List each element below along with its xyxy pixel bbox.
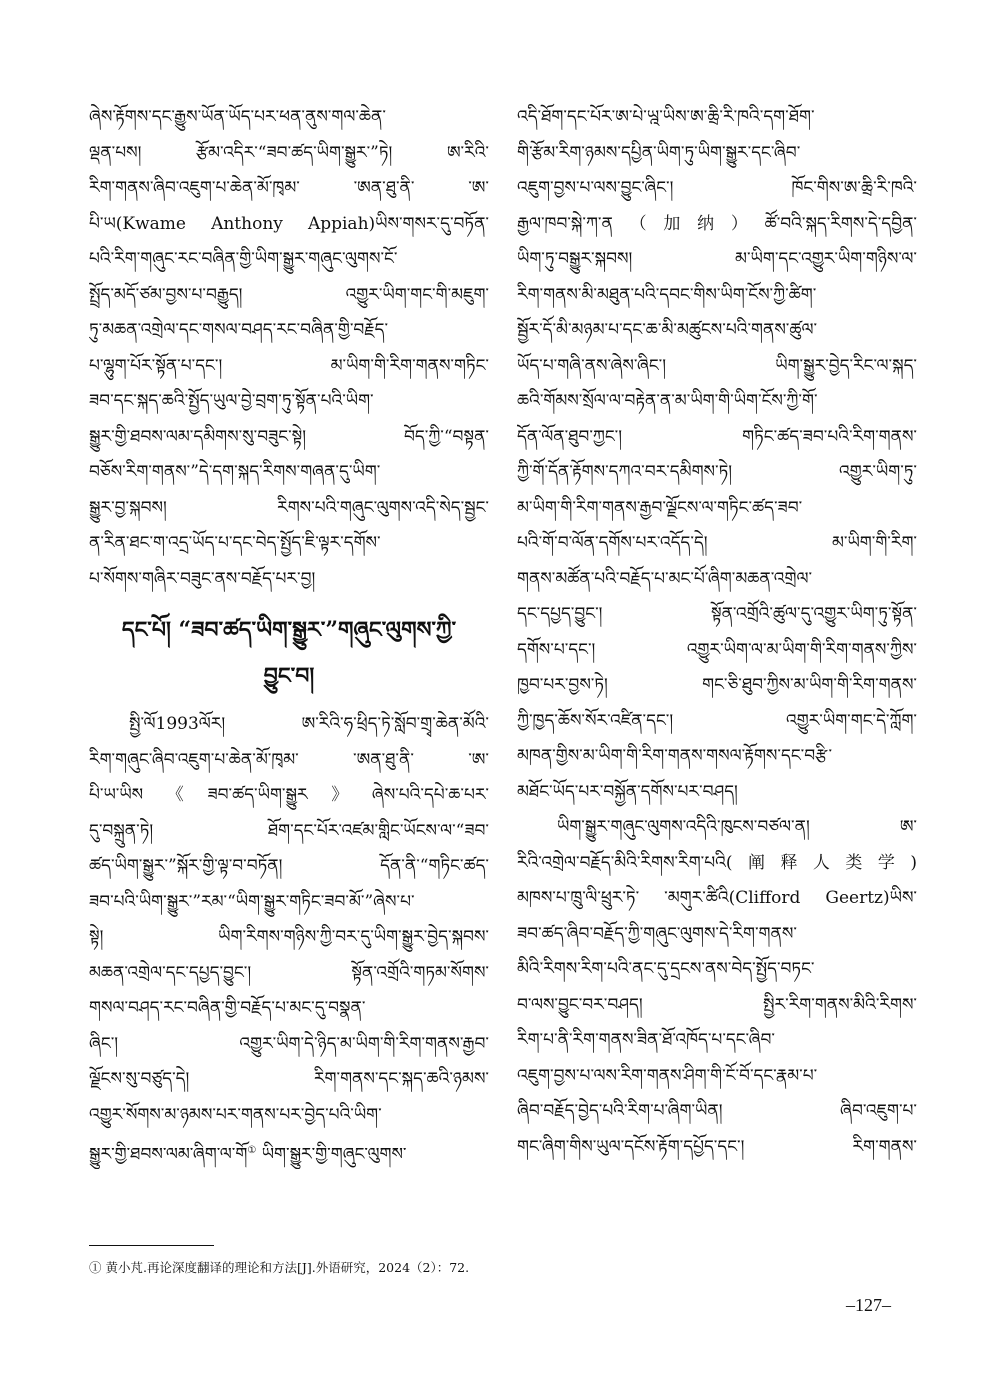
paragraph-line: ཀྱི་ཁྱད་ཆོས་སོར་འཛིན་དང་། འགྱུར་ཡིག་གང་དེ་ཀློག་ [517, 710, 917, 731]
paragraph-line: སྒྱུར་གྱི་ཐབས་ལམ་དམིགས་སུ་བཟུང་སྟེ། བོད་ཀྱི་“བསྟན་ [89, 426, 489, 447]
paragraph-line: མཐོང་ཡོད་པར་བསྐྱོན་དགོས་པར་བཤད། [517, 781, 738, 802]
paragraph-line: པའི་གོ་བ་ལོན་དགོས་པར་འདོད་དེ། མ་ཡིག་གི་རིག་ [517, 533, 917, 553]
footnote-reference: ① [247, 1145, 257, 1156]
paragraph-line: སྦྱོར་དོ་མི་མཉམ་པ་དང་ཆ་མི་མཚུངས་པའི་གནས་ཚུལ་ [517, 320, 818, 340]
paragraph [89, 100, 489, 597]
left-column [89, 100, 489, 1169]
paragraph-line: མཁན་གྱིས་མ་ཡིག་གི་རིག་གནས་གསལ་རྟོགས་དང་བརྩི་ [517, 746, 833, 766]
paragraph-line: གང་ཞིག་གིས་ཡུལ་དངོས་རྟོག་དཔྱོད་དང་། རིག་གནས་ [517, 1136, 917, 1157]
paragraph-line: གསལ་བཤད་རང་བཞིན་གྱི་བརྗོད་པ་མང་དུ་བསྣན་ [89, 998, 366, 1018]
paragraph-line: རིའི་འགྲེལ་བརྗོད་མིའི་རིགས་རིག་པའི(阐释人类学) [517, 852, 917, 873]
paragraph-line [89, 1133, 489, 1169]
paragraph-line: དོན་ལོན་ཐུབ་ཀྱང་། གཏིང་ཚད་ཟབ་པའི་རིག་གནས་ [517, 426, 917, 447]
paragraph-line: རིག་པ་ནི་རིག་གནས་ཟིན་ཐོ་འཁོད་པ་དང་ཞིབ་ [517, 1030, 775, 1050]
paragraph-line: ཟབ་དང་སྐད་ཆའི་སྤྱོད་ཡུལ་བྱེ་བྲག་ཏུ་སྟོན་པའི་ཡིག་ [89, 391, 374, 411]
paragraph-line: ལྡན་པས། རྩོམ་འདིར་“ཟབ་ཚད་ཡིག་སྒྱུར་”ཏེ། ཨ་རིའི་ [89, 142, 489, 163]
paragraph-line: འདི་ཐོག་དང་པོར་ཨ་པེ་ཡྰ་ཡིས་ཨ་ཆྲི་རི་ཁའི་དག་ཐོག་ [517, 107, 815, 127]
paragraph-line: པའི་རིག་གཞུང་རང་བཞིན་གྱི་ཡིག་སྒྱུར་གཞུང་ལུགས་ངོ་ [89, 249, 398, 269]
paragraph-line: དགོས་པ་དང་། འགྱུར་ཡིག་ལ་མ་ཡིག་གི་རིག་གནས་ཀྱིས་ [517, 639, 917, 660]
paragraph-line: འགྱུར་སོགས་མ་ཉམས་པར་གནས་པར་བྱེད་པའི་ཡིག་ [89, 1104, 382, 1125]
paragraph-line: ཟབ་ཚད་ཞིབ་བརྗོད་ཀྱི་གཞུང་ལུགས་དེ་རིག་གནས་ [517, 923, 797, 944]
paragraph-line: དང་དཔྱད་བྱུང་། སྟོན་འགྲོའི་ཚུལ་དུ་འགྱུར་ཡིག་ཏུ་སྟོན་ [517, 604, 917, 624]
paragraph-line: པི་ཡ་ཡིས《ཟབ་ཚད་ཡིག་སྒྱུར》ཞེས་པའི་དཔེ་ཆ་པར་ [89, 785, 489, 805]
paragraph-line: རིག་གནས་མི་མཐུན་པའི་དབང་གིས་ཡིག་ངོས་ཀྱི་ཚིག་ [517, 284, 817, 305]
footnote-marker: ① [89, 1260, 102, 1275]
paragraph-line: ལྗོངས་སུ་བཙུད་དེ། རིག་གནས་དང་སྐད་ཆའི་ཉམས་ [89, 1069, 489, 1089]
paragraph-line: སྒྱུར་བྱ་སྐབས། རིགས་པའི་གཞུང་ལུགས་འདི་སེད་སྦྱང་ [89, 497, 489, 518]
footnote-text: 黄小芃.再论深度翻译的理论和方法[J].外语研究，2024（2）：72. [105, 1260, 470, 1275]
paragraph-line: བཅོས་རིག་གནས་”དེ་དག་སྐད་རིགས་གཞན་དུ་ཡིག་ [89, 462, 381, 482]
section-heading: དང་པོ། “ཟབ་ཚད་ཡིག་སྒྱུར་”གཞུང་ལུགས་ཀྱི་ [121, 617, 457, 643]
paragraph-line: མཁས་པ་ཁྲུ་ལི་ཕྲུར་ཏེ་ ་མགུར་ཚིའི(Clifford Geertz)ཡིས་ [517, 888, 917, 908]
paragraph-line: རྒྱལ་ཁབ་སྐེ་ཀ་ན（加纳）ཚོ་བའི་སྐད་རིགས་དེ་དབྱིན་ [517, 213, 917, 234]
paragraph-line: ཞིང་། འགྱུར་ཡིག་དེ་ཉིད་མ་ཡིག་གི་རིག་གནས་རྒྱབ་ [89, 1033, 489, 1054]
paragraph-line: སྤྱི་ལོ1993ལོར། ཨ་རིའི་ཧ་ཕྲིད་ཏེ་སློབ་གྲྭ་ཆེན་མོའི་ [129, 714, 489, 734]
page-number: –127– [846, 1295, 891, 1315]
paragraph-line: ཁྱབ་པར་བྱས་ཏེ། གང་ཅི་ཐུབ་ཀྱིས་མ་ཡིག་གི་རིག་གནས་ [517, 675, 917, 695]
paragraph-line: ཏུ་མཆན་འགྲེལ་དང་གསལ་བཤད་རང་བཞིན་གྱི་བརྗོད་ [89, 320, 389, 340]
footnote [89, 1258, 509, 1276]
paragraph-line: ཞེས་རྟོགས་དང་རྒྱུས་ཡོན་ཡོད་པར་ཕན་ནུས་གལ་ཆེན་ [89, 107, 386, 127]
paragraph-line: ཡིག་སྒྱུར་གཞུང་ལུགས་འདིའི་ཁུངས་བཙལ་ན། ཨ་ [557, 817, 917, 837]
paragraph-line: ཡོད་པ་གཞི་ནས་ཞེས་ཞིང་། ཡིག་སྒྱུར་བྱེད་རིང་ལ་སྐད་ [517, 355, 917, 376]
footnote-divider [89, 1245, 214, 1246]
paragraph-line: ཟབ་པའི་ཡིག་སྒྱུར་”རམ་“ཡིག་སྒྱུར་གཏིང་ཟབ་མོ་”ཞེས་པ་ [89, 891, 415, 912]
paragraph-line: རིག་གནས་ཞིབ་འཇུག་པ་ཆེན་མོ་ཁྭམ་ ་ཨན་ཐུ་ནི་ ་ཨ་ [89, 178, 489, 198]
paragraph-line: མཆན་འགྲེལ་དང་དཔྱད་བྱུང་། སྟོན་འགྲོའི་གཏམ་སོགས་ [89, 962, 489, 983]
paragraph-line: འཇུག་བྱས་པ་ལས་རིག་གནས་ཤིག་གི་ངོ་བོ་དང་རྣམ་པ་ [517, 1065, 818, 1086]
paragraph-line: ཞིབ་བརྗོད་བྱེད་པའི་རིག་པ་ཞིག་ཡིན། ཞིབ་འཇུག་པ་ [517, 1101, 917, 1121]
paragraph-line: བ་ལས་བྱུང་བར་བཤད། སྤྱིར་རིག་གནས་མིའི་རིགས་ [517, 994, 917, 1015]
line-text: ཡིག་སྒྱུར་གྱི་གཞུང་ལུགས་ [256, 1144, 407, 1165]
paragraph-line: ན་རིན་ཐང་ག་འདྲ་ཡོད་པ་དང་བེད་སྤྱོད་ཇི་ལྟར་དགོས་ [89, 533, 381, 553]
paragraph-line: སྤྲོད་མདོ་ཙམ་བྱས་པ་བརྒྱུད། འགྱུར་ཡིག་གང་གི་མཇུག་ [89, 284, 489, 305]
paragraph [89, 707, 489, 1133]
paragraph-line: རིག་གཞུང་ཞིབ་འཇུག་པ་ཆེན་མོ་ཁྭམ་ ་ཨན་ཐུ་ནི་ ་ཨ་ [89, 749, 489, 770]
paragraph-line: པ་སོགས་གཞིར་བཟུང་ནས་བརྗོད་པར་བྱ། [89, 568, 316, 589]
paragraph-line: གི་རྩོམ་རིག་ཉམས་དཔྱིན་ཡིག་ཏུ་ཡིག་སྒྱུར་དང་ཞིབ་ [517, 142, 801, 163]
paragraph-line: དུ་བསྐྲུན་ཏེ། ཐོག་དང་པོར་འཛམ་གླིང་ཡོངས་ལ་“ཟབ་ [89, 820, 489, 841]
paragraph-line: ཆའི་གོམས་སྲོལ་ལ་བརྟེན་ན་མ་ཡིག་གི་ཡིག་ངོས་ཀྱི་གོ་ [517, 391, 818, 411]
section-heading-continued: བྱུང་བ། [263, 663, 315, 689]
paragraph-line: སྟེ། ཡིག་རིགས་གཉིས་ཀྱི་བར་དུ་ཡིག་སྒྱུར་བྱེད་སྐབས་ [89, 927, 489, 947]
paragraph-line: ཚད་ཡིག་སྒྱུར་”སྐོར་གྱི་ལྟ་བ་བཏོན། དོན་ནི་“གཏིང་ཚད་ [89, 856, 489, 876]
line-text: སྒྱུར་གྱི་ཐབས་ལམ་ཞིག་ལ་གོ [89, 1144, 248, 1165]
paragraph-line: འཇུག་བྱས་པ་ལས་བྱུང་ཞིང་། ཁོང་གིས་ཨ་ཆྲི་རི་ཁའི་ [517, 178, 917, 198]
paragraph-line: ཡིག་ཏུ་བསྒྱུར་སྐབས། མ་ཡིག་དང་འགྱུར་ཡིག་གཉིས་ལ་ [517, 249, 917, 269]
paragraph [517, 810, 917, 1165]
paragraph-line: པ་ལྷུག་པོར་སྟོན་པ་དང་། མ་ཡིག་གི་རིག་གནས་གཏིང་ [89, 355, 489, 376]
paragraph-line: མིའི་རིགས་རིག་པའི་ནང་དུ་དྲངས་ནས་བེད་སྤྱོད་བཏང་ [517, 959, 815, 979]
paragraph-line: ཀྱི་གོ་དོན་རྟོགས་དཀའ་བར་དམིགས་ཏེ། འགྱུར་ཡིག་ཏུ་ [517, 462, 917, 482]
paragraph-line: གནས་མཚོན་པའི་བརྗོད་པ་མང་པོ་ཞིག་མཆན་འགྲེལ་ [517, 568, 813, 589]
paragraph-line: པི་ཡ(Kwame Anthony Appiah)ཡིས་གསར་དུ་བཏོན་ [89, 213, 489, 234]
paragraph-line: མ་ཡིག་གི་རིག་གནས་རྒྱབ་ལྗོངས་ལ་གཏིང་ཚད་ཟབ་ [517, 497, 803, 518]
right-column [517, 100, 917, 1165]
paragraph [517, 100, 917, 810]
